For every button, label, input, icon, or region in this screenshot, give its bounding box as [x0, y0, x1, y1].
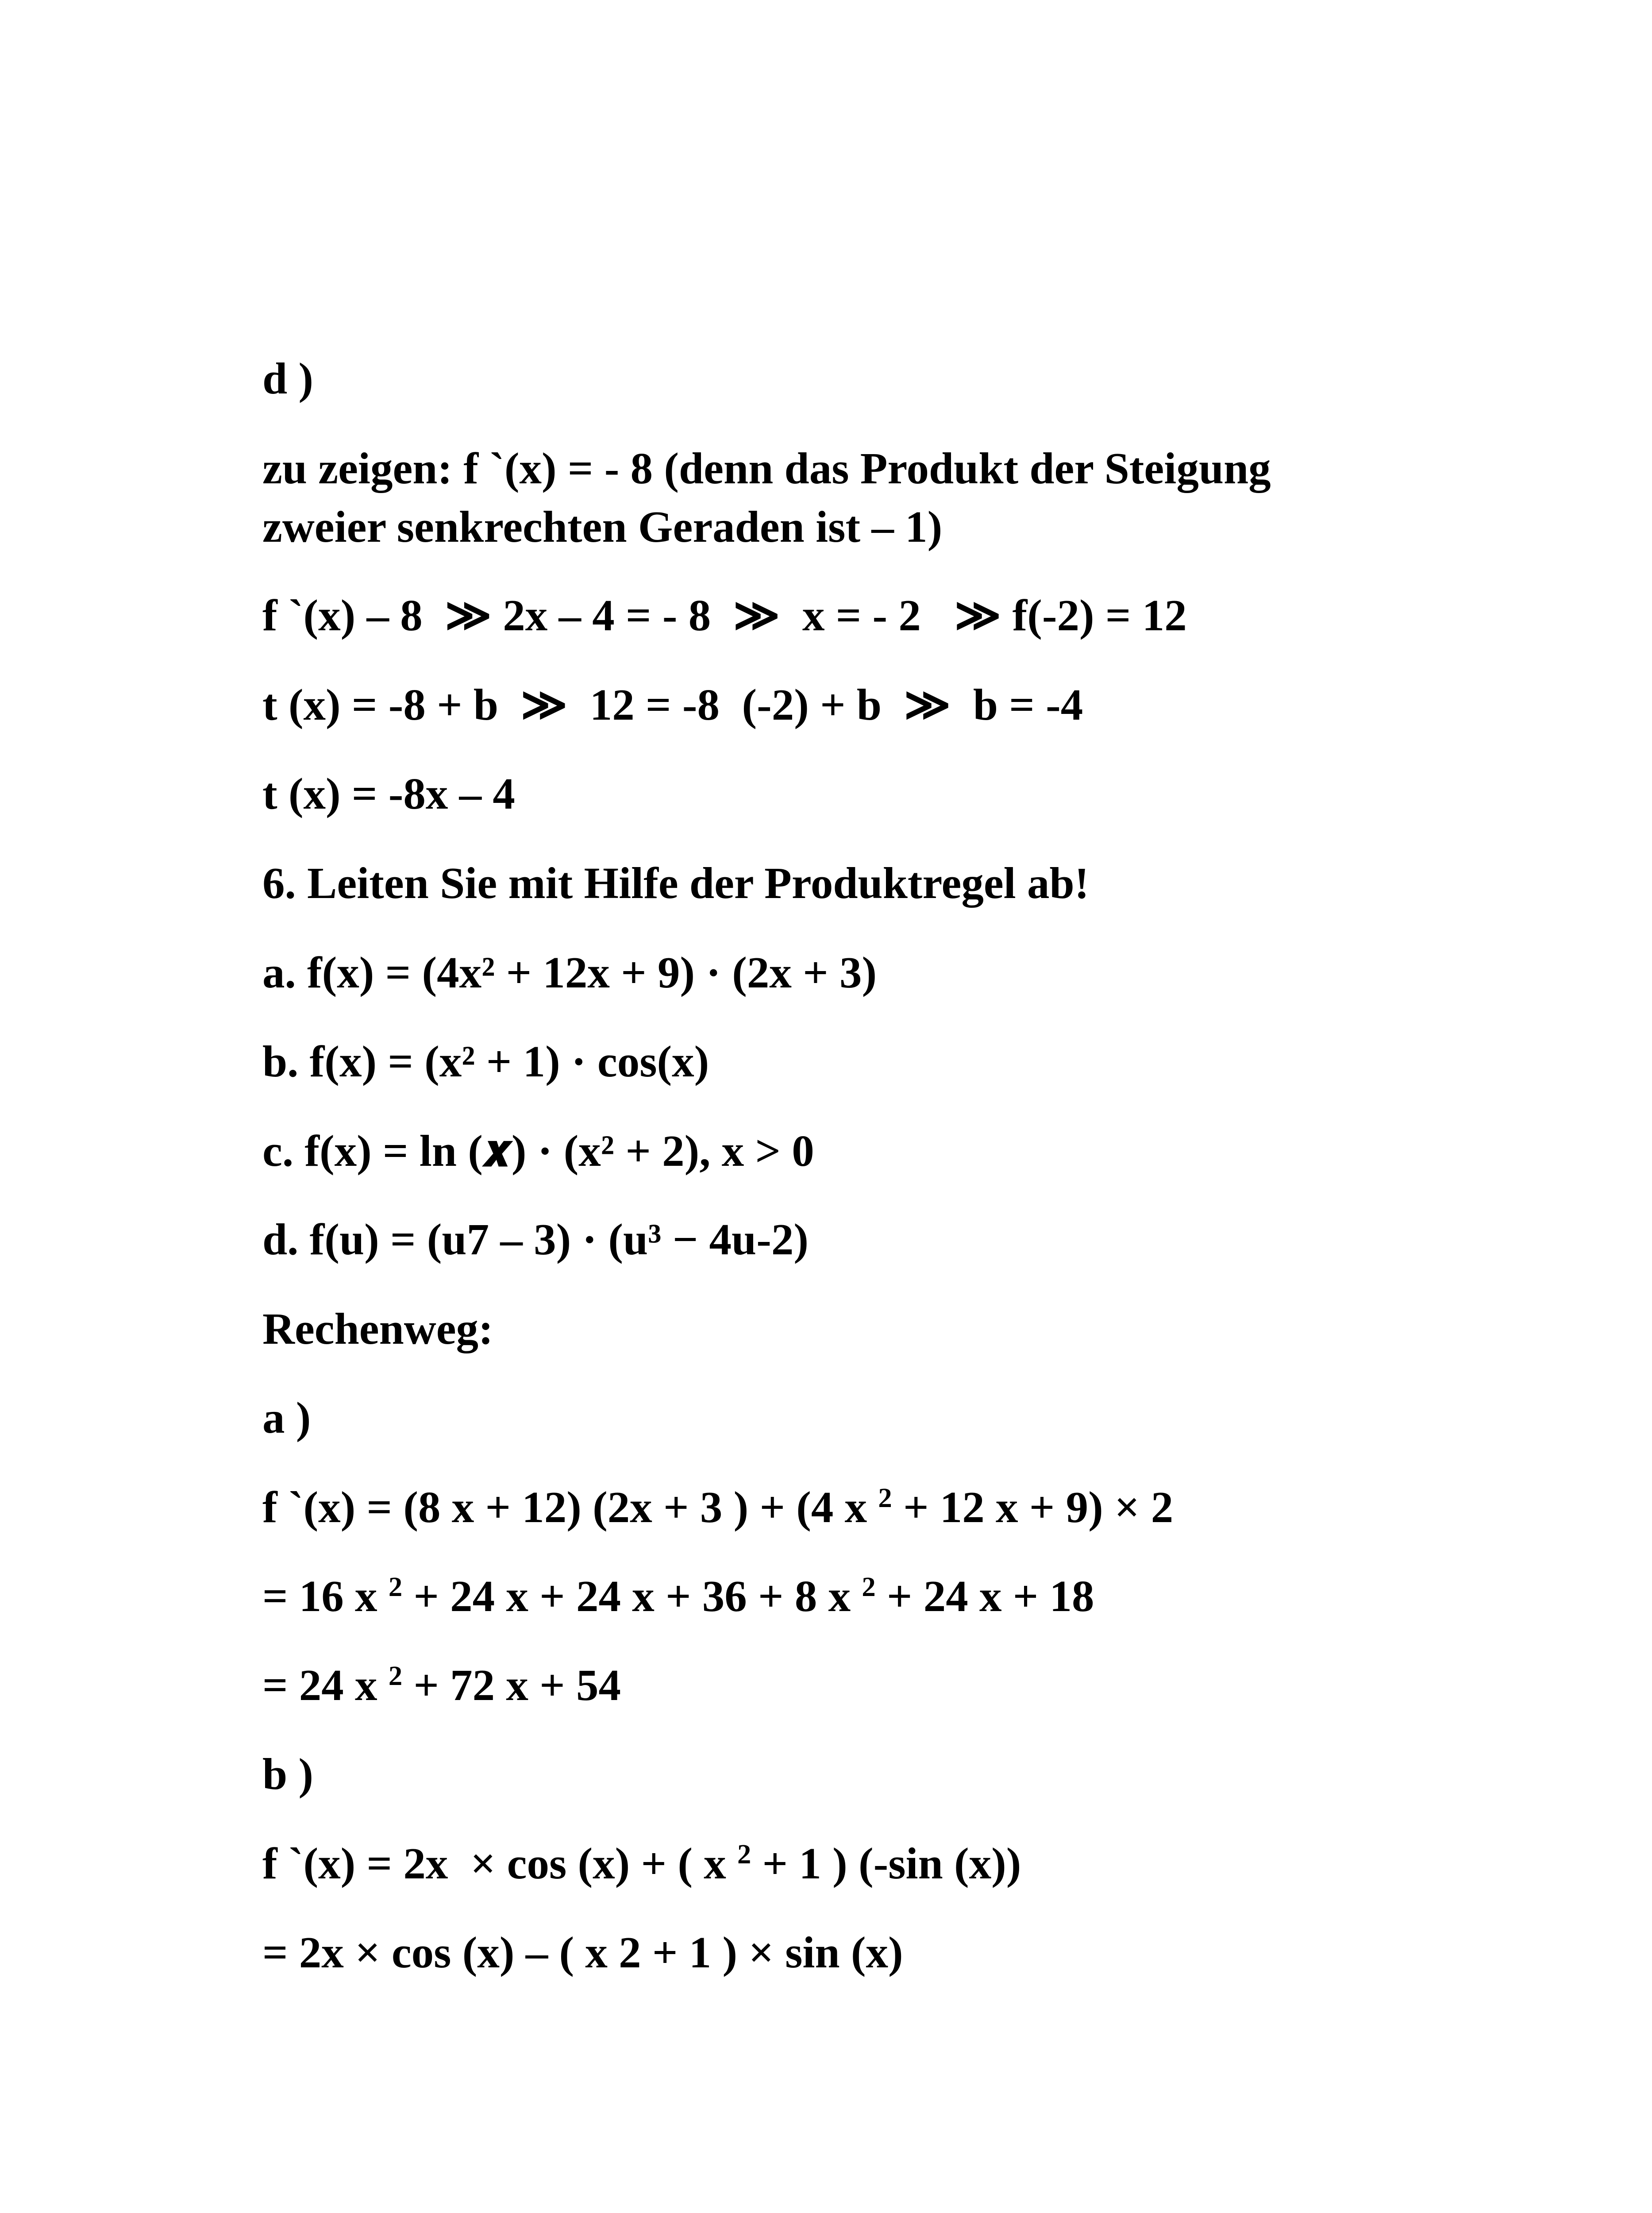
- solution-b-result: = 2x × cos (x) – ( x 2 + 1 ) × sin (x): [262, 1928, 903, 1977]
- exercise-6d: d. f(u) = (u7 – 3) · (u³ − 4u-2): [262, 1214, 809, 1264]
- solution-a-result: = 24 x $^2$ + 72 x + 54: [262, 1660, 621, 1710]
- exercise-6-heading: 6. Leiten Sie mit Hilfe der Produktregel ab!: [262, 858, 1090, 908]
- task-statement-line-1: zu zeigen: f `(x) = - 8 (denn das Produkt der Steigung: [262, 443, 1271, 493]
- solution-a-heading: a ): [262, 1393, 311, 1442]
- solution-b-step-1: f `(x) = 2x × cos (x) + ( x $^2$ + 1 ) (-sin (x)): [262, 1838, 1021, 1888]
- part-d-heading: d ): [262, 354, 314, 403]
- tangent-equation: t (x) = -8x – 4: [262, 769, 515, 818]
- rechenweg-heading: Rechenweg:: [262, 1304, 493, 1353]
- derivation-step-x: f `(x) – 8 ≫ 2x – 4 = - 8 ≫ x = - 2 ≫ f(-2) = 12: [262, 590, 1187, 640]
- derivation-step-b: t (x) = -8 + b ≫ 12 = -8 (-2) + b ≫ b = -4: [262, 680, 1083, 729]
- exercise-6a: a. f(x) = (4x² + 12x + 9) · (2x + 3): [262, 948, 877, 997]
- task-statement-line-2: zweier senkrechten Geraden ist – 1): [262, 502, 943, 551]
- solution-a-step-2: = 16 x $^2$ + 24 x + 24 x + 36 + 8 x $^2$ + 24 x + 18: [262, 1571, 1094, 1621]
- solution-b-heading: b ): [262, 1749, 314, 1799]
- solution-a-step-1: f `(x) = (8 x + 12) (2x + 3 ) + (4 x $^2$ + 12 x + 9) × 2: [262, 1482, 1174, 1532]
- exercise-6c: c. f(x) = ln (𝒙) · (x² + 2), x > 0: [262, 1126, 814, 1176]
- exercise-6b: b. f(x) = (x² + 1) · cos(x): [262, 1037, 709, 1086]
